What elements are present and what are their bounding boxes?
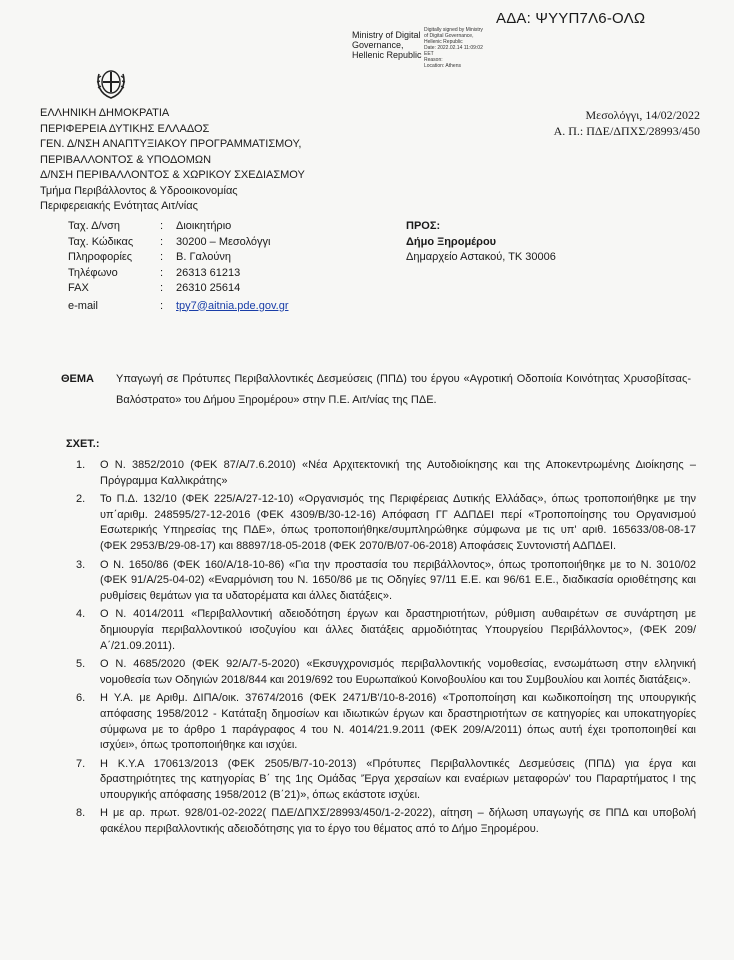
references-list (60, 458, 696, 841)
recipient-name: Δήμο Ξηρομέρου (406, 235, 497, 248)
issuer-line: Περιφερειακής Ενότητας Αιτ/νίας (40, 200, 198, 212)
list-item: 4. Ο Ν. 4014/2011 «Περιβαλλοντική αδειοδότηση έργων και δραστηριοτήτων, ρύθμιση αυθαιρέτων σε συνάρτηση με δημιουργία περιβαλλοντικού ισοζυγίου και άλλες διατάξεις αρμοδιότητας Υπουργείου Περιβάλλοντος», (ΦΕΚ 209/Α΄/21.09.2011). (76, 608, 696, 652)
contact-row: Τηλέφωνο : 26313 61213 (68, 266, 241, 279)
signature-details: Digitally signed by Ministry of Digital Governance, Hellenic Republic Date: 2022.02.14 11:09:02 EET Reason: Location: Athens (424, 27, 483, 69)
to-label: ΠΡΟΣ: (406, 220, 441, 232)
contact-row: Ταχ. Κώδικας : 30200 – Μεσολόγγι (68, 235, 271, 248)
protocol-number: Α. Π.: ΠΔΕ/ΔΠΧΣ/28993/450 (553, 124, 700, 138)
date-block (554, 107, 700, 139)
list-item: 1. Ο Ν. 3852/2010 (ΦΕΚ 87/Α/7.6.2010) «Νέα Αρχιτεκτονική της Αυτοδιοίκησης και της Αποκεντρωμένης Διοίκησης – Πρόγραμμα Καλλικράτης» (76, 459, 696, 487)
contact-row: FAX : 26310 25614 (68, 282, 241, 294)
issuer-line: ΠΕΡΙΒΑΛΛΟΝΤΟΣ & ΥΠΟΔΟΜΩΝ (40, 153, 212, 166)
list-item: 2. Το Π.Δ. 132/10 (ΦΕΚ 225/Α/27-12-10) «Οργανισμός της Περιφέρειας Δυτικής Ελλάδας», όπως τροποποιήθηκε με την υπ΄αριθμ. 248595/27-12-2016 (ΦΕΚ 4309/Β/30-12-16) Απόφαση ΓΓ ΑΔΠΔΕΙ περί «Τροποποίησης του Οργανισμού Εσωτερικής Υπηρεσίας της ΠΔΕ», όπως τροποποιήθηκε/συμπληρώθηκε σύμφωνα με τις υπ' αριθ. 165633/08-08-17 (ΦΕΚ 2953/Β/29-08-17) και 88897/18-05-2018 (ΦΕΚ 2070/Β/07-06-2018) Αποφάσεις Συντονιστή ΑΔΠΔΕΙ. (76, 493, 696, 552)
recipient-address: Δημαρχείο Αστακού, ΤΚ 30006 (406, 251, 556, 263)
email-link[interactable]: tpy7@aitnia.pde.gov.gr (176, 299, 289, 312)
list-item: 3. Ο Ν. 1650/86 (ΦΕΚ 160/Α/18-10-86) «Για την προστασία του περιβάλλοντος», όπως τροποποιήθηκε με το Ν. 3010/02 (ΦΕΚ 91/Α/25-04-02) «Εναρμόνιση του Ν. 1650/86 με τις Οδηγίες 97/11 Ε.Ε. και 96/61 Ε.Ε., διαδικασία οριοθέτησης και ρυθμίσεις θεμάτων για τα υδατορέματα και άλλες διατάξεις». (76, 558, 696, 602)
list-item: 7. Η Κ.Υ.Α 170613/2013 (ΦΕΚ 2505/Β/7-10-2013) «Πρότυπες Περιβαλλοντικές Δεσμεύσεις (ΠΠΔ) για έργα και δραστηριότητες της κατηγορίας Β΄ της 1ης Ομάδας 'Έργα χερσαίων και εναέριων μεταφορών' του Παραρτήματος Ι της υπουργικής απόφασης 1958/2012 (Β΄21)», όπως εκάστοτε ισχύει. (76, 757, 696, 801)
greek-coat-of-arms-icon (96, 64, 126, 100)
issuer-block (40, 106, 305, 215)
list-item: 8. Η με αρ. πρωτ. 928/01-02-2022( ΠΔΕ/ΔΠΧΣ/28993/450/1-2-2022), αίτηση – δήλωση υπαγωγής σε ΠΠΔ και υποβολή φακέλου περιβαλλοντικής αδειοδότησης για το έργο του θέματος από το Δήμο Ξηρομέρου. (76, 807, 696, 836)
list-item: 5. Ο Ν. 4685/2020 (ΦΕΚ 92/Α/7-5-2020) «Εκσυγχρονισμός περιβαλλοντικής νομοθεσίας, ενσωμάτωση στην ελληνική νομοθεσία των Οδηγιών 2018/844 και 2019/692 του Ευρωπαϊκού Κοινοβουλίου και του Συμβουλίου και λοιπές διατάξεις». (76, 658, 696, 686)
list-item: 6. Η Υ.Α. με Αριθμ. ΔΙΠΑ/οικ. 37674/2016 (ΦΕΚ 2471/Β'/10-8-2016) «Τροποποίηση και κωδικοποίηση της υπουργικής απόφασης 1958/2012 - Κατάταξη δημοσίων και ιδιωτικών έργων και δραστηριοτήτων σε κατηγορίες και υποκατηγορίες σύμφωνα με το άρθρο 1 παράγραφος 4 του Ν. 4014/21.9.2011 (ΦΕΚ 209/Α/2011) όπως αυτή έχει τροποποιηθεί και ισχύει», όπως τροποποιήθηκε και ισχύει. (76, 692, 696, 752)
signature-org: Ministry of Digital Governance, Hellenic Republic (352, 30, 422, 60)
contact-row: e-mail : tpy7@aitnia.pde.gov.gr (68, 299, 289, 312)
subject-label: ΘΕΜΑ (61, 373, 94, 385)
subject-text: Υπαγωγή σε Πρότυπες Περιβαλλοντικές Δεσμεύσεις (ΠΠΔ) του έργου «Αγροτική Οδοποιία Κοινότητας Χρυσοβίτσας-Βαλόστρατο» του Δήμου Ξηρομέρου» στην Π.Ε. Αιτ/νίας της ΠΔΕ. (116, 373, 691, 406)
issuer-line: ΕΛΛΗΝΙΚΗ ΔΗΜΟΚΡΑΤΙΑ (40, 107, 170, 119)
issuer-line: ΠΕΡΙΦΕΡΕΙΑ ΔΥΤΙΚΗΣ ΕΛΛΑΔΟΣ (40, 122, 210, 135)
ada-code: ΑΔΑ: ΨΥΥΠ7Λ6-ΟΛΩ (496, 10, 646, 27)
issuer-line: Δ/ΝΣΗ ΠΕΡΙΒΑΛΛΟΝΤΟΣ & ΧΩΡΙΚΟΥ ΣΧΕΔΙΑΣΜΟΥ (40, 169, 305, 181)
issuer-line: Τμήμα Περιβάλλοντος & Υδροοικονομίας (40, 184, 238, 197)
subject-block (61, 369, 691, 411)
contact-table (68, 219, 288, 314)
issuer-line: ΓΕΝ. Δ/ΝΣΗ ΑΝΑΠΤΥΞΙΑΚΟΥ ΠΡΟΓΡΑΜΜΑΤΙΣΜΟΥ, (40, 138, 302, 150)
references-title: ΣΧΕΤ.: (66, 438, 100, 450)
place-date: Μεσολόγγι, 14/02/2022 (585, 108, 700, 122)
recipient-block (406, 219, 556, 266)
contact-row: Ταχ. Δ/νση : Διοικητήριο (68, 220, 232, 232)
contact-row: Πληροφορίες : Β. Γαλούνη (68, 251, 231, 263)
